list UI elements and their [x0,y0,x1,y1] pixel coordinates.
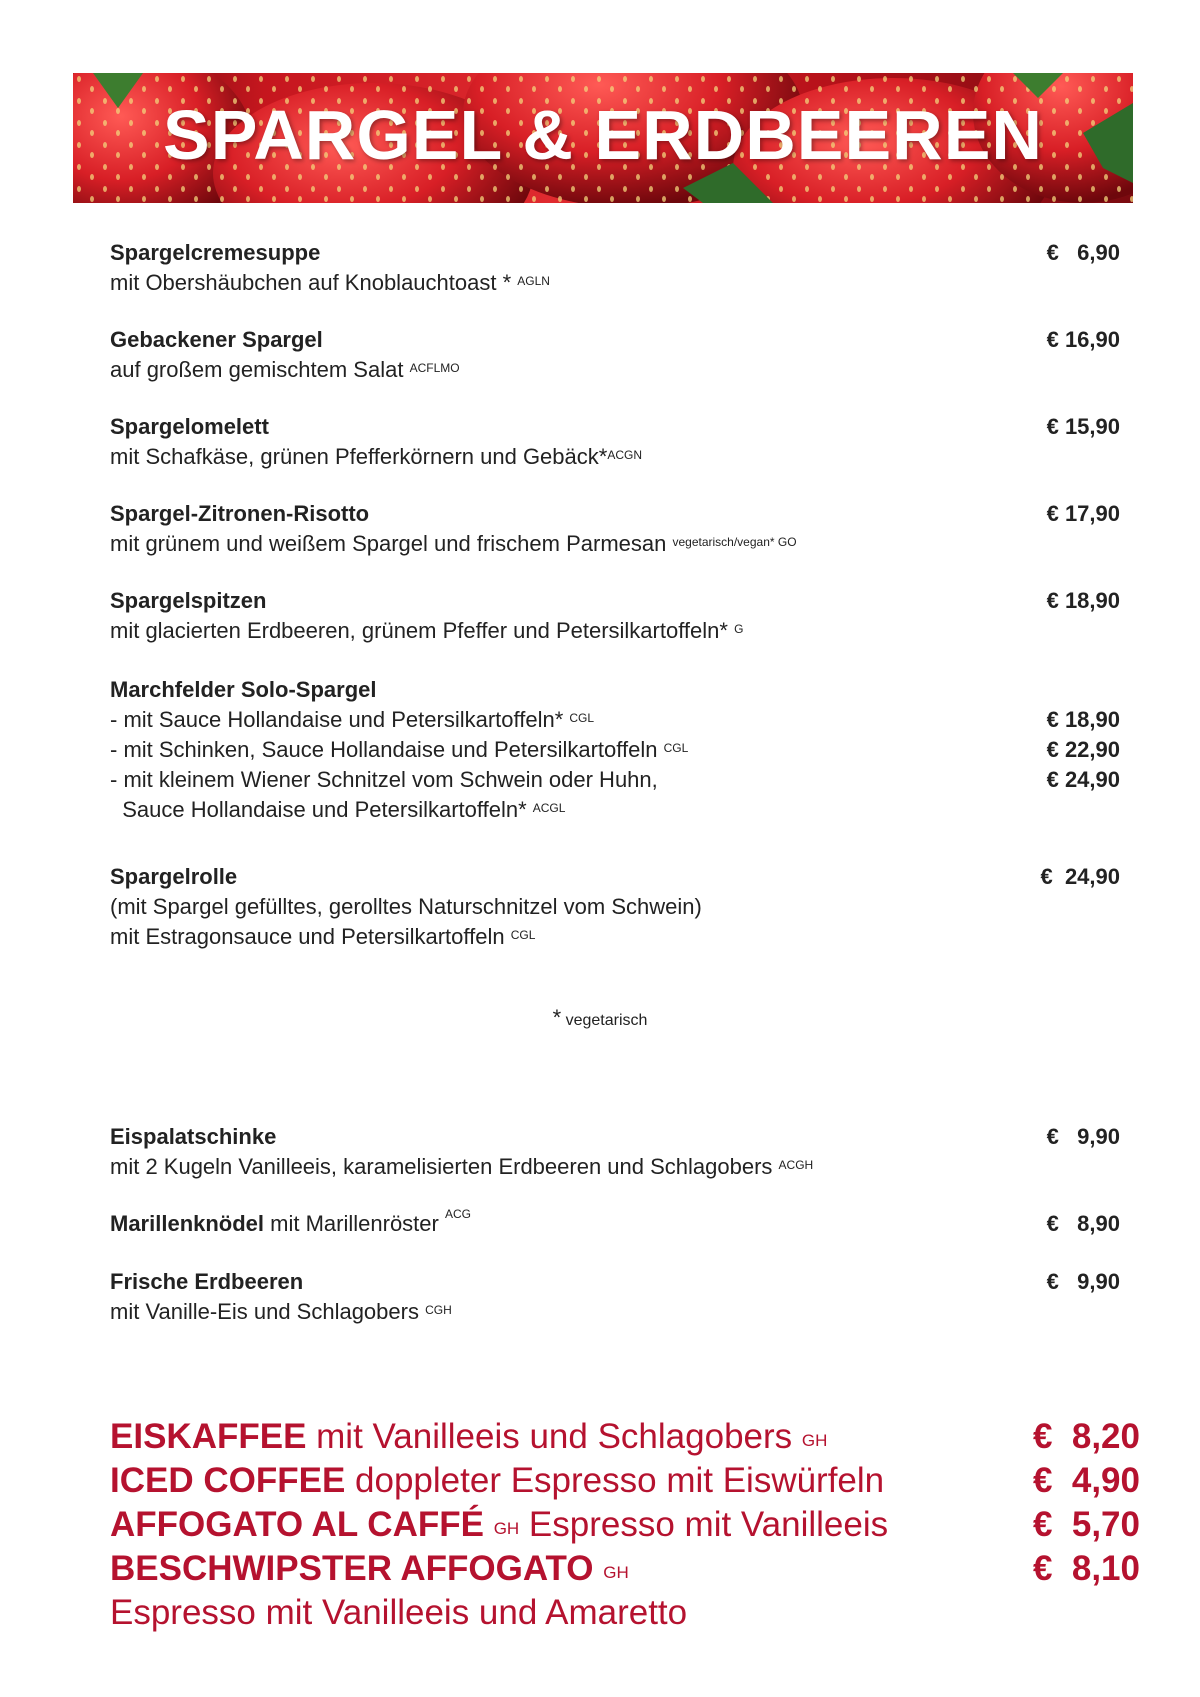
menu-item-name: Gebackener Spargel [110,327,323,352]
menu-item-header [110,675,1120,705]
menu-item-description [110,1297,1120,1327]
description-text: (mit Spargel gefülltes, gerolltes Naturschnitzel vom Schwein) [110,894,702,919]
allergen-codes: GH [603,1563,629,1582]
menu-item-header [110,325,1120,355]
menu-item-description [110,268,1120,298]
description-text: mit Vanille-Eis und Schlagobers [110,1299,426,1324]
menu-item-description [110,795,1120,825]
menu-item-header [110,862,1120,892]
menu-item-price: € 24,90 [1040,864,1120,889]
menu-item [110,675,1120,825]
description-text: mit Obershäubchen auf Knoblauchtoast * [110,270,518,295]
header-banner [73,73,1133,203]
allergen-codes: CGL [569,711,595,725]
menu-item-name: Spargelcremesuppe [110,240,321,265]
drink-row [110,1503,1140,1547]
description-text: mit 2 Kugeln Vanilleeis, karamelisierten Erdbeeren und Schlagobers [110,1154,779,1179]
note-text: vegetarisch [561,1012,648,1029]
menu-item-header [110,1209,1120,1239]
allergen-codes: vegetarisch/vegan* GO [672,535,797,549]
menu-item-header [110,586,1120,616]
drink-name: EISKAFFEE [110,1417,307,1456]
allergen-codes: CGH [425,1303,452,1317]
menu-item-description [110,442,1120,472]
menu-item-header [110,412,1120,442]
description-text: - mit kleinem Wiener Schnitzel vom Schwein oder Huhn, [110,767,658,792]
menu-variant-price: € 18,90 [1046,707,1120,732]
drink-row [110,1459,1140,1503]
menu-item-description [110,705,1120,735]
menu-item-name: Marillenknödel [110,1211,265,1236]
menu-item-description [110,765,1120,795]
description-text: - mit Sauce Hollandaise und Petersilkartoffeln* [110,707,570,732]
allergen-codes: ACGL [532,801,566,815]
drink-row [110,1591,1140,1635]
menu-item [110,862,1120,952]
drink-description: Espresso mit Vanilleeis und Amaretto [110,1593,688,1632]
menu-item-price: € 9,90 [1046,1269,1120,1294]
menu-item-description [110,616,1120,646]
menu-item-description [110,529,1120,559]
description-text: mit glacierten Erdbeeren, grünem Pfeffer und Petersilkartoffeln* [110,618,735,643]
menu-item-price: € 18,90 [1046,588,1120,613]
drink-row [110,1415,1140,1459]
drink-description: doppleter Espresso mit Eiswürfeln [345,1461,885,1500]
menu-item-name: Spargelrolle [110,864,238,889]
allergen-codes: ACFLMO [409,361,460,375]
menu-item-description [110,735,1120,765]
drink-price: € 5,70 [1032,1505,1140,1544]
menu-item-header [110,238,1120,268]
menu-variant-price: € 24,90 [1046,767,1120,792]
allergen-codes: ACG [444,1207,471,1221]
menu-item-price: € 8,90 [1046,1211,1120,1236]
menu-item-price: € 9,90 [1046,1124,1120,1149]
allergen-codes: ACGH [778,1158,814,1172]
drink-name: BESCHWIPSTER AFFOGATO [110,1549,594,1588]
allergen-codes: GH [801,1431,828,1450]
menu-item-description [110,922,1120,952]
drink-price: € 4,90 [1032,1461,1140,1500]
menu-item [110,1209,1120,1239]
menu-item [110,499,1120,559]
description-text: auf großem gemischtem Salat [110,357,410,382]
menu-item-name: Spargel-Zitronen-Risotto [110,501,370,526]
allergen-codes: CGL [663,741,689,755]
page-title: SPARGEL & ERDBEEREN [163,96,1043,174]
menu-item-name: Spargelspitzen [110,588,267,613]
drink-price: € 8,20 [1032,1417,1140,1456]
drink-price: € 8,10 [1032,1549,1140,1588]
allergen-codes: G [734,622,744,636]
menu-item-price: € 17,90 [1046,501,1120,526]
menu-item-header [110,1267,1120,1297]
menu-item-description [110,355,1120,385]
allergen-codes: CGL [510,928,536,942]
menu-item-header [110,1122,1120,1152]
menu-item-header [110,499,1120,529]
menu-item-name: Frische Erdbeeren [110,1269,304,1294]
drink-name: ICED COFFEE [110,1461,346,1500]
menu-item [110,325,1120,385]
menu-item-description [110,892,1120,922]
drink-name: AFFOGATO AL CAFFÉ [110,1505,484,1544]
description-text: mit Schafkäse, grünen Pfefferkörnern und Gebäck* [110,444,608,469]
menu-item-name: Eispalatschinke [110,1124,277,1149]
menu-item [110,1122,1120,1182]
allergen-codes: ACGN [607,448,642,462]
menu-item-inline-desc: mit Marillenröster [264,1211,445,1236]
menu-variant-price: € 22,90 [1046,737,1120,762]
menu-item-name: Spargelomelett [110,414,269,439]
description-text: Sauce Hollandaise und Petersilkartoffeln* [110,797,533,822]
drink-description: Espresso mit Vanilleeis [519,1505,889,1544]
vegetarian-note [0,1005,1200,1031]
allergen-codes: GH [493,1519,520,1538]
description-text: mit grünem und weißem Spargel und frischem Parmesan [110,531,673,556]
allergen-codes: AGLN [517,274,550,288]
drink-row [110,1547,1140,1591]
menu-item [110,412,1120,472]
note-star: * [552,1005,562,1030]
menu-item [110,238,1120,298]
menu-item-description [110,1152,1120,1182]
drink-description: mit Vanilleeis und Schlagobers [306,1417,802,1456]
drinks-list [110,1415,1140,1635]
menu-item [110,1267,1120,1327]
menu-item [110,586,1120,646]
menu-item-price: € 16,90 [1046,327,1120,352]
description-text: - mit Schinken, Sauce Hollandaise und Petersilkartoffeln [110,737,664,762]
menu-item-price: € 6,90 [1046,240,1120,265]
menu-item-price: € 15,90 [1046,414,1120,439]
menu-item-name: Marchfelder Solo-Spargel [110,677,377,702]
description-text: mit Estragonsauce und Petersilkartoffeln [110,924,511,949]
